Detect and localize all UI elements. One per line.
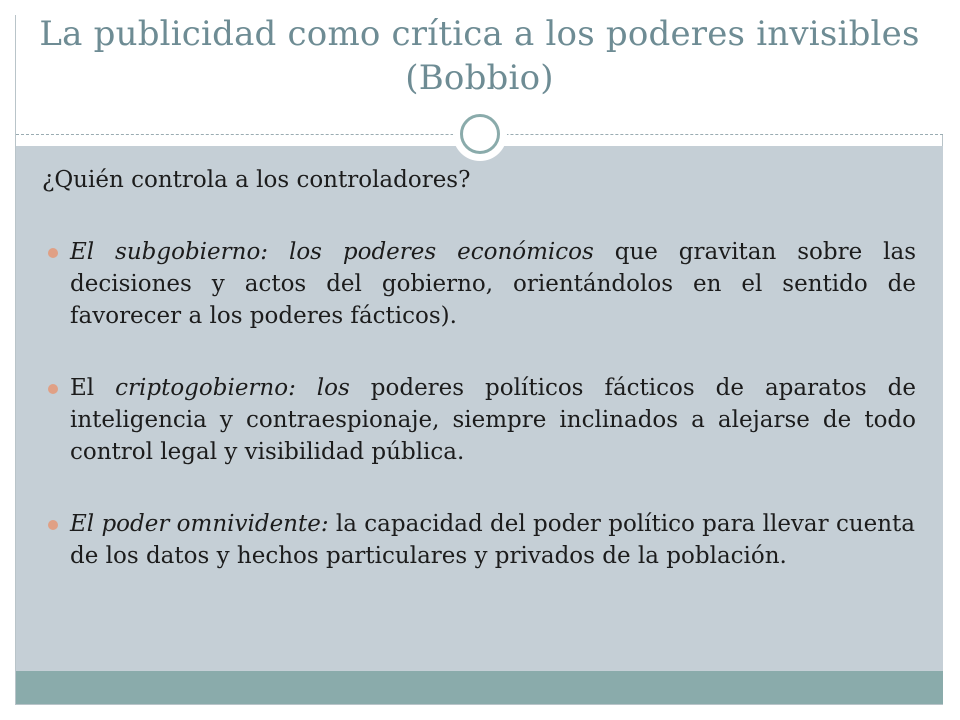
ring-icon [460, 114, 500, 154]
bullet-lead: El poder omnividente: [70, 511, 329, 537]
circle-bullet-icon [48, 248, 58, 258]
bullet-item-subgobierno [46, 236, 916, 332]
circle-bullet-icon [48, 384, 58, 394]
bullet-item-criptogobierno [46, 372, 916, 468]
bullet-text: la capacidad del poder político para llevar cuenta de los datos y hechos particulares y privados de la población. [70, 511, 916, 569]
bullet-lead: El subgobierno: los poderes económicos [70, 239, 594, 265]
slide-title: La publicidad como crítica a los poderes invisibles (Bobbio) [39, 14, 920, 98]
bullet-list [46, 236, 916, 572]
bullet-text: que gravitan sobre las decisiones y actos del gobierno, orientándolos en el sentido de favorecer a los poderes fácticos). [70, 239, 916, 329]
bullet-prefix: El [70, 375, 116, 401]
question-text: ¿Quién controla a los controladores? [42, 167, 471, 193]
bullet-item-poder-omnividente [46, 508, 916, 572]
bullet-text: poderes políticos fácticos de aparatos de inteligencia y contraespionaje, siempre inclinados a alejarse de todo control legal y visibilidad pública. [70, 375, 916, 465]
circle-bullet-icon [48, 520, 58, 530]
bullet-lead: criptogobierno: los [115, 375, 350, 401]
footer-bar [16, 671, 943, 704]
